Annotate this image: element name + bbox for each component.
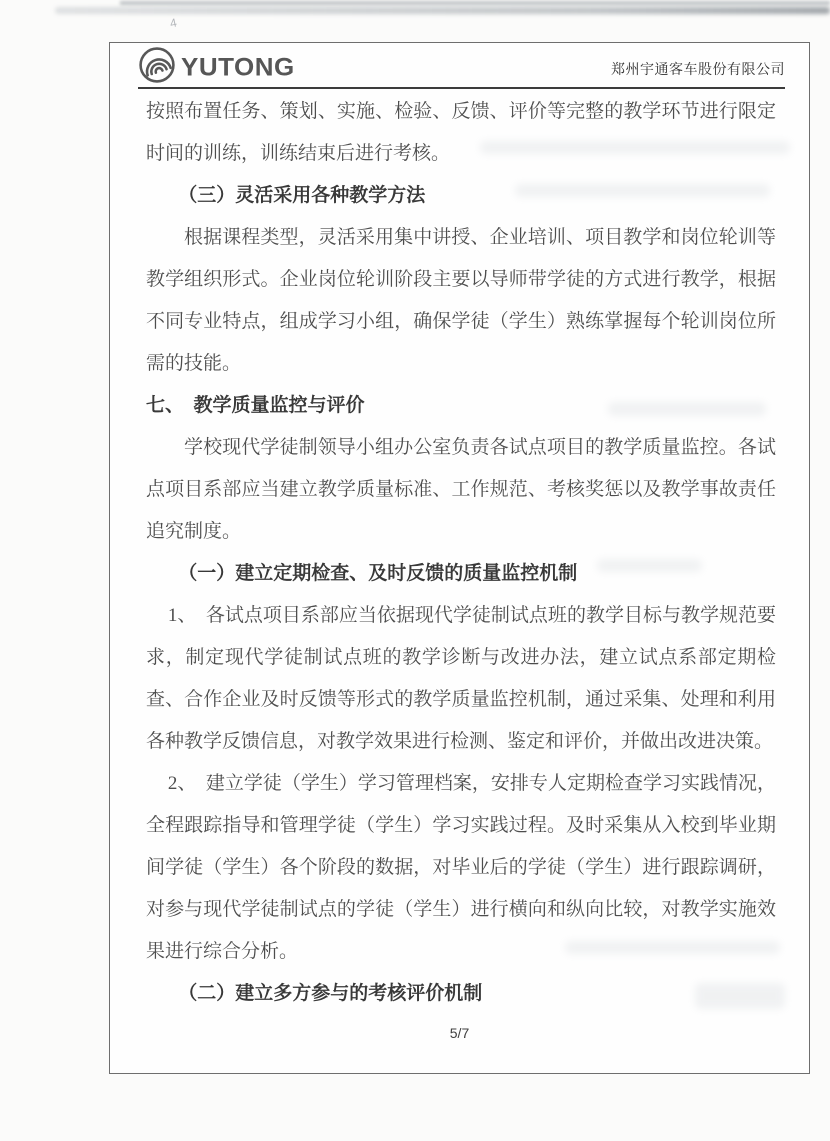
chapter-heading-7: 七、 教学质量监控与评价 (146, 395, 365, 416)
page-number: 5/7 (449, 1025, 470, 1041)
yutong-logo (138, 46, 295, 89)
section-heading-2: （二）建立多方参与的考核评价机制 (178, 983, 483, 1004)
paragraph: 学校现代学徒制领导小组办公室负责各试点项目的教学质量监控。各试点项目系部应当建立教学质量标准、工作规范、考核奖惩以及教学事故责任追究制度。 (146, 437, 776, 542)
document-page (109, 42, 810, 1074)
numbered-paragraph-1: 1、 各试点项目系部应当依据现代学徒制试点班的教学目标与教学规范要求，制定现代学徒制试点班的教学诊断与改进办法，建立试点系部定期检查、合作企业及时反馈等形式的教学质量监控机制，通过采集、处理和利用各种教学反馈信息，对教学效果进行检测、鉴定和评价，并做出改进决策。 (146, 605, 776, 752)
yutong-logo-icon (138, 46, 176, 89)
document-body (146, 91, 776, 1015)
numbered-paragraph-2: 2、 建立学徒（学生）学习管理档案，安排专人定期检查学习实践情况，全程跟踪指导和管理学徒（学生）学习实践过程。及时采集从入校到毕业期间学徒（学生）各个阶段的数据，对毕业后的学徒（学生）进行跟踪调研，对参与现代学徒制试点的学徒（学生）进行横向和纵向比较，对教学实施效果进行综合分析。 (146, 773, 776, 962)
yutong-logo-text: YUTONG (181, 52, 295, 81)
section-heading-3: （三）灵活采用各种教学方法 (178, 185, 426, 206)
scan-streak-artifact (120, 1, 830, 5)
paragraph-continuation: 按照布置任务、策划、实施、检验、反馈、评价等完整的教学环节进行限定时间的训练，训练结束后进行考核。 (146, 101, 776, 164)
page-header (138, 49, 785, 89)
scan-streak-artifact (55, 7, 830, 14)
section-heading-1: （一）建立定期检查、及时反馈的质量监控机制 (178, 563, 578, 584)
page-footer (110, 1025, 809, 1041)
company-name: 郑州宇通客车股份有限公司 (611, 63, 785, 78)
paragraph: 根据课程类型，灵活采用集中讲授、企业培训、项目教学和岗位轮训等教学组织形式。企业岗位轮训阶段主要以导师带学徒的方式进行教学，根据不同专业特点，组成学习小组，确保学徒（学生）熟练掌握每个轮训岗位所需的技能。 (146, 227, 776, 374)
pencil-mark: 4 (168, 15, 179, 31)
